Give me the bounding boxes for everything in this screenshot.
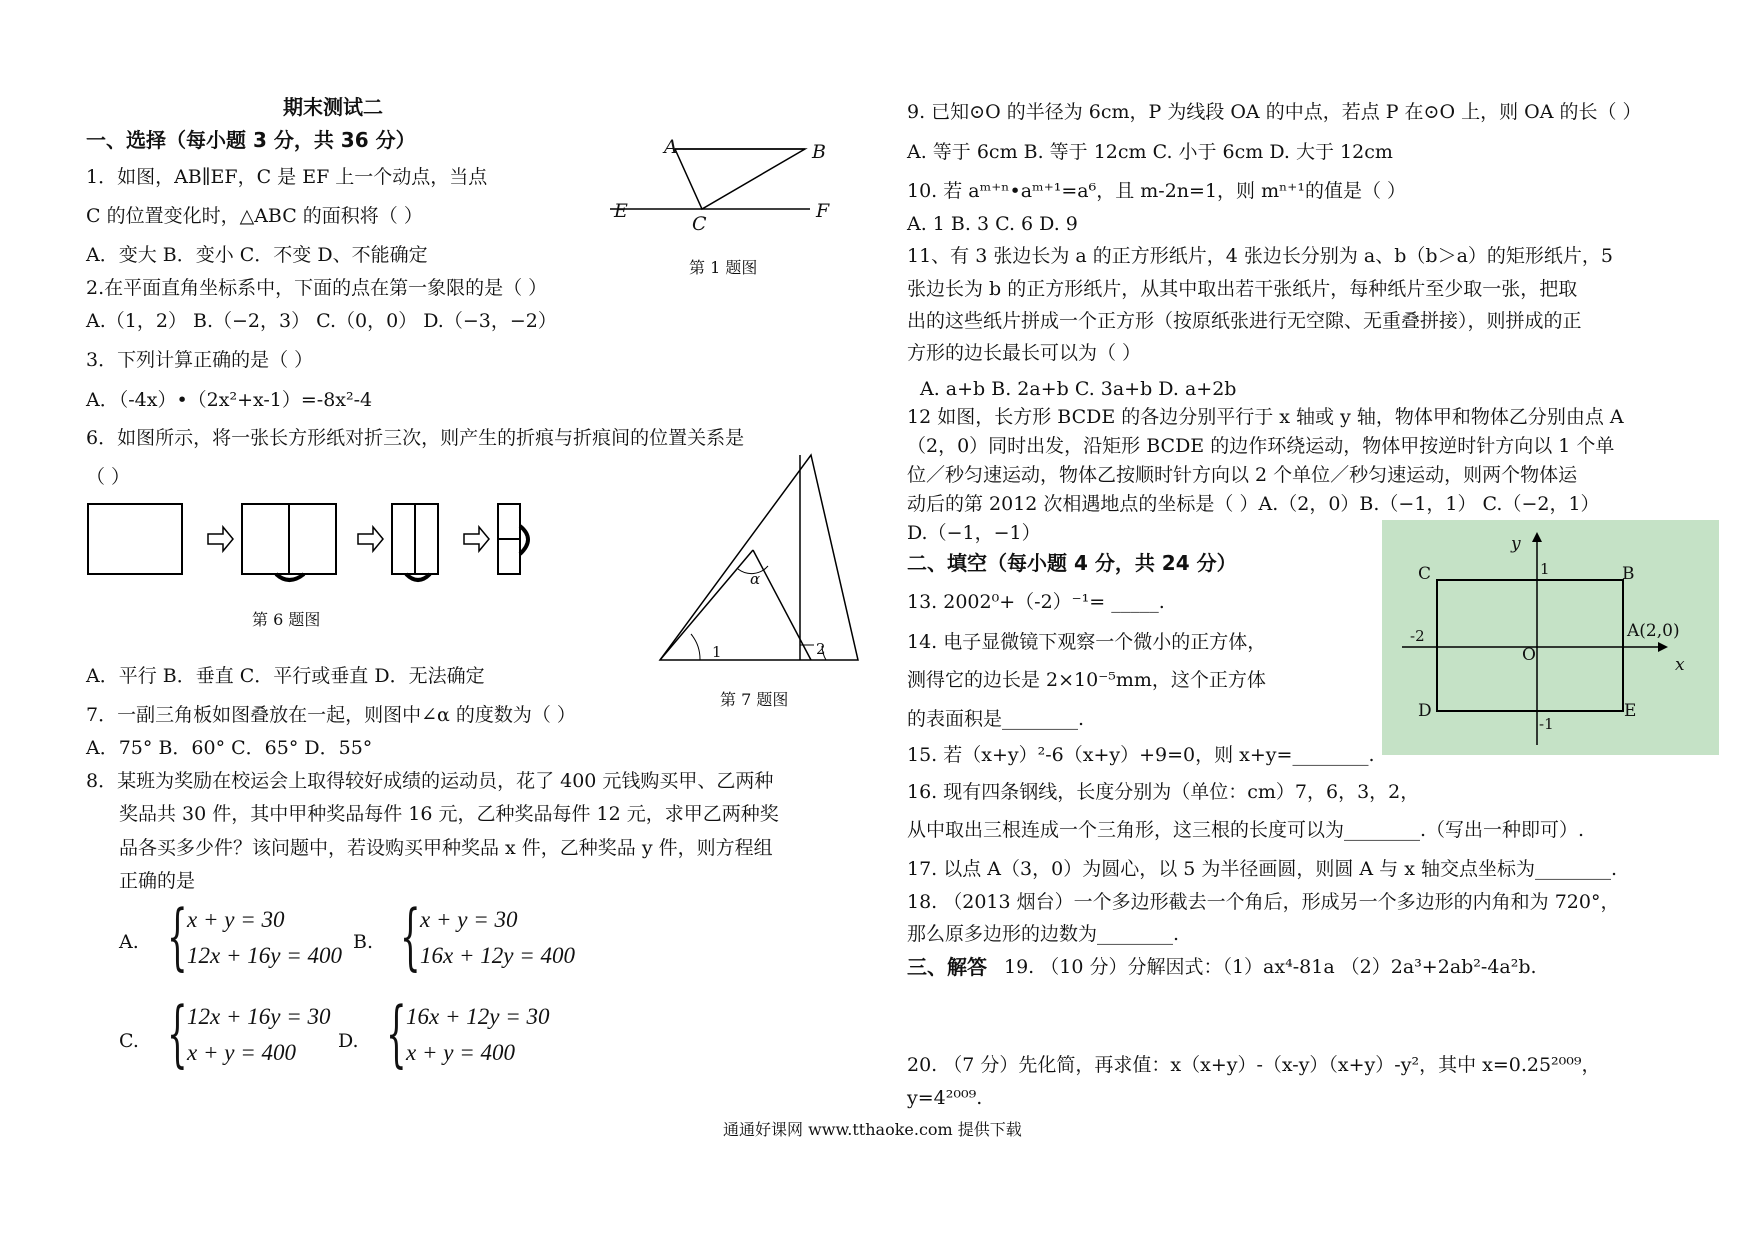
option-c-label: C. <box>119 1030 139 1052</box>
question-15: 15. 若（x+y）²-6（x+y）+9=0，则 x+y=________. <box>907 744 1375 766</box>
question-12-line-1: 12 如图，长方形 BCDE 的各边分别平行于 x 轴或 y 轴，物体甲和物体乙分别由点 A <box>907 406 1624 428</box>
option-a-label: A. <box>119 931 139 953</box>
question-11-line-2: 张边长为 b 的正方形纸片，从其中取出若干张纸片，每种纸片至少取一张，把取 <box>907 278 1578 300</box>
question-17: 17. 以点 A（3，0）为圆心，以 5 为半径画圆，则圆 A 与 x 轴交点坐标为________. <box>907 858 1617 880</box>
question-9-options: A. 等于 6cm B. 等于 12cm C. 小于 6cm D. 大于 12cm <box>907 141 1393 163</box>
question-8-line-1: 8．某班为奖励在校运会上取得较好成绩的运动员，花了 400 元钱购买甲、乙两种 <box>86 770 774 792</box>
question-16-line-2: 从中取出三根连成一个三角形，这三根的长度可以为________.（写出一种即可）. <box>907 819 1585 841</box>
section-heading-answer: 三、解答 <box>907 955 987 979</box>
footer-source: 通通好课网 www.tthaoke.com 提供下载 <box>723 1120 1022 1139</box>
question-6-paren: （ ） <box>86 466 131 488</box>
page-title: 期末测试二 <box>283 95 383 119</box>
question-1-line-2: C 的位置变化时，△ABC 的面积将（ ） <box>86 205 423 227</box>
option-d-eq-2: x + y = 400 <box>406 1040 515 1065</box>
option-a-eq-2: 12x + 16y = 400 <box>187 943 342 968</box>
question-1-options: A．变大 B．变小 C．不变 D、不能确定 <box>86 244 428 266</box>
figure-12-label-o: O <box>1522 645 1536 665</box>
question-14-line-3: 的表面积是________. <box>907 708 1085 730</box>
figure-1-label-f: F <box>816 200 830 222</box>
option-c-eq-2: x + y = 400 <box>187 1040 296 1065</box>
option-c-eq-1: 12x + 16y = 30 <box>187 1004 331 1029</box>
figure-12-label-y: y <box>1511 534 1521 554</box>
question-14-line-1: 14. 电子显微镜下观察一个微小的正方体， <box>907 631 1267 653</box>
question-12-line-4: 动后的第 2012 次相遇地点的坐标是（ ）A.（2，0）B.（−1，1） C.（−2，1） <box>907 493 1600 515</box>
brace-c: { <box>167 991 188 1075</box>
question-11-line-1: 11、有 3 张边长为 a 的正方形纸片，4 张边长分别为 a、b（b＞a）的矩形纸片，5 <box>907 245 1613 267</box>
figure-7-label-2: 2 <box>816 640 826 658</box>
question-8-line-2: 奖品共 30 件，其中甲种奖品每件 16 元，乙种奖品每件 12 元，求甲乙两种奖 <box>119 803 779 825</box>
figure-1-label-c: C <box>692 213 707 235</box>
option-d-eq-1: 16x + 12y = 30 <box>406 1004 550 1029</box>
figure-6-diagram <box>86 500 546 580</box>
question-8-line-4: 正确的是 <box>119 870 196 892</box>
option-b-eq-1: x + y = 30 <box>420 907 518 932</box>
question-11-line-4: 方形的边长最长可以为（ ） <box>907 342 1142 364</box>
question-7: 7．一副三角板如图叠放在一起，则图中∠α 的度数为（ ） <box>86 704 576 726</box>
question-6-options: A．平行 B．垂直 C．平行或垂直 D．无法确定 <box>86 665 485 687</box>
question-1-line-1: 1．如图，AB∥EF，C 是 EF 上一个动点，当点 <box>86 166 488 188</box>
question-14-line-2: 测得它的边长是 2×10⁻⁵mm，这个正方体 <box>907 669 1266 691</box>
question-2: 2.在平面直角坐标系中，下面的点在第一象限的是（ ） <box>86 277 548 299</box>
question-20-line-1: 20. （7 分）先化简，再求值：x（x+y）-（x-y）（x+y）-y²，其中 x=0.25²⁰⁰⁹， <box>907 1054 1601 1076</box>
question-12-line-2: （2，0）同时出发，沿矩形 BCDE 的边作环绕运动，物体甲按逆时针方向以 1 个单 <box>907 435 1615 457</box>
figure-12-label-a: A(2,0) <box>1627 621 1680 641</box>
brace-d: { <box>386 991 407 1075</box>
brace-a: { <box>167 894 188 978</box>
question-18-line-2: 那么原多边形的边数为________. <box>907 923 1180 945</box>
question-19: 19. （10 分）分解因式：（1）ax⁴-81a （2）2a³+2ab²-4a²b. <box>1004 956 1537 978</box>
option-b-eq-2: 16x + 12y = 400 <box>420 943 575 968</box>
section-heading-choice: 一、选择（每小题 3 分，共 36 分） <box>86 128 416 152</box>
option-a-eq-1: x + y = 30 <box>187 907 285 932</box>
question-7-options: A．75° B．60° C．65° D．55° <box>86 737 373 759</box>
figure-12-label-c: C <box>1418 564 1432 584</box>
figure-12-label-e: E <box>1624 701 1637 721</box>
figure-1-caption: 第 1 题图 <box>689 258 758 277</box>
figure-7-label-1: 1 <box>712 643 722 661</box>
question-18-line-1: 18. （2013 烟台）一个多边形截去一个角后，形成另一个多边形的内角和为 720°， <box>907 891 1620 913</box>
figure-1-label-e: E <box>614 200 628 222</box>
question-10: 10. 若 aᵐ⁺ⁿ•aᵐ⁺¹=a⁶，且 m-2n=1，则 mⁿ⁺¹的值是（ ） <box>907 180 1406 202</box>
question-11-options: A. a+b B. 2a+b C. 3a+b D. a+2b <box>920 378 1237 400</box>
question-11-line-3: 出的这些纸片拼成一个正方形（按原纸张进行无空隙、无重叠拼接），则拼成的正 <box>907 310 1582 332</box>
question-9: 9. 已知⊙O 的半径为 6cm，P 为线段 OA 的中点，若点 P 在⊙O 上，则 OA 的长（ ） <box>907 101 1642 123</box>
question-16-line-1: 16. 现有四条钢线，长度分别为（单位：cm）7，6，3，2， <box>907 781 1420 803</box>
question-13: 13. 2002⁰+（-2）⁻¹= _____. <box>907 591 1165 613</box>
figure-12-label-neg1: -1 <box>1539 715 1554 733</box>
figure-12-label-x: x <box>1675 655 1685 675</box>
question-6: 6．如图所示，将一张长方形纸对折三次，则产生的折痕与折痕间的位置关系是 <box>86 427 745 449</box>
question-20-line-2: y=4²⁰⁰⁹. <box>907 1087 983 1109</box>
question-10-options: A. 1 B. 3 C. 6 D. 9 <box>907 213 1078 235</box>
figure-6-caption: 第 6 题图 <box>252 610 321 629</box>
option-b-label: B. <box>353 931 374 953</box>
figure-1-label-b: B <box>812 141 826 163</box>
question-12-line-3: 位／秒匀速运动，物体乙按顺时针方向以 2 个单位／秒匀速运动，则两个物体运 <box>907 464 1578 486</box>
figure-1-diagram <box>610 135 840 235</box>
figure-1-label-a: A <box>664 136 678 158</box>
question-3-option-a: A．（-4x）•（2x²+x-1）=-8x²-4 <box>86 389 373 411</box>
question-12-line-5: D.（−1，−1） <box>907 522 1041 544</box>
figure-12-label-1: 1 <box>1540 560 1550 578</box>
figure-12-label-b: B <box>1622 564 1635 584</box>
question-8-line-3: 品各买多少件？该问题中，若设购买甲种奖品 x 件，乙种奖品 y 件，则方程组 <box>119 837 773 859</box>
figure-7-label-alpha: α <box>750 570 761 588</box>
figure-7-caption: 第 7 题图 <box>720 690 789 709</box>
question-2-options: A.（1，2） B.（−2，3） C.（0，0） D.（−3，−2） <box>86 310 557 332</box>
question-3: 3．下列计算正确的是（ ） <box>86 349 314 371</box>
figure-12-label-d: D <box>1418 701 1432 721</box>
section-heading-fill: 二、填空（每小题 4 分，共 24 分） <box>907 551 1237 575</box>
figure-7-diagram <box>660 455 860 665</box>
figure-12-label-neg2: -2 <box>1410 627 1425 645</box>
brace-b: { <box>400 894 421 978</box>
option-d-label: D. <box>338 1030 359 1052</box>
